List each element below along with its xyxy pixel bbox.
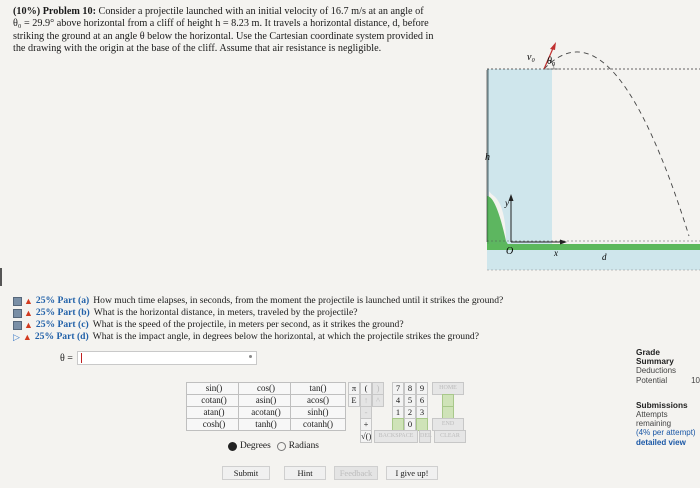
key-sqrt[interactable]: √() (361, 431, 372, 441)
angle-mode (228, 441, 319, 451)
part-c-text: What is the speed of the projectile, in meters per second, as it strikes the ground? (92, 319, 404, 330)
text-caret (81, 353, 82, 363)
projectile-diagram (484, 36, 700, 274)
parts-list (13, 295, 613, 343)
key-home[interactable]: HOME (432, 382, 464, 395)
problem-line-2: θ₀ = 29.9° above horizontal from a cliff of height h = 8.23 m. It travels a horizontal distance, d, before (13, 18, 429, 30)
key-end[interactable]: END (432, 418, 464, 431)
problem-line-1: Consider a projectile launched with an initial velocity of 16.7 m/s at an angle of (98, 6, 424, 17)
fn-asin[interactable]: asin() (238, 394, 294, 407)
document-icon (13, 309, 22, 318)
key-6[interactable]: 6 (416, 394, 428, 407)
warning-icon: ▲ (24, 296, 33, 306)
problem-line-4: the drawing with the origin at the base of the cliff. Assume that air resistance is negligible. (13, 42, 382, 54)
fn-cos[interactable]: cos() (238, 382, 294, 395)
fn-cotanh[interactable]: cotanh() (290, 418, 346, 431)
v0-label: v₀ (527, 52, 535, 63)
radians-label: Radians (288, 441, 319, 451)
part-d[interactable] (13, 331, 613, 343)
part-b-label: Part (b) (57, 307, 90, 318)
submissions-title: Submissions (636, 399, 688, 410)
answer-input[interactable] (77, 351, 257, 365)
key-backspace[interactable]: BACKSPACE (374, 430, 418, 443)
key-caret[interactable]: ^ (372, 394, 384, 407)
deductions-label: Deductions (636, 366, 677, 376)
part-c-label: Part (c) (57, 319, 89, 330)
key-2[interactable]: 2 (404, 406, 416, 419)
theta0-label: θ₀ (547, 56, 556, 67)
key-clear[interactable]: CLEAR (434, 430, 466, 443)
part-b-text: What is the horizontal distance, in meters, traveled by the projectile? (93, 307, 358, 318)
h-label: h (485, 152, 490, 163)
part-c[interactable] (13, 319, 613, 331)
key-e[interactable]: E (348, 394, 360, 407)
part-d-pct: 25% (34, 331, 55, 342)
calculator (186, 382, 474, 457)
detailed-view-link[interactable]: detailed view (636, 437, 686, 447)
fn-cosh[interactable]: cosh() (186, 418, 242, 431)
key-close-paren[interactable]: ) (372, 382, 384, 395)
problem-line-3: striking the ground at an angle θ below the horizontal. Use the Cartesian coordinate system provided in (13, 30, 434, 42)
status-dot (249, 355, 252, 358)
d-label: d (602, 252, 607, 262)
key-3[interactable]: 3 (416, 406, 428, 419)
key-9[interactable]: 9 (416, 382, 428, 395)
grade-summary (636, 348, 700, 447)
key-7[interactable]: 7 (392, 382, 404, 395)
part-d-label: Part (d) (56, 331, 89, 342)
x-label: x (554, 248, 558, 258)
problem-statement (13, 6, 473, 55)
part-c-pct: 25% (35, 319, 56, 330)
per-attempt: (4% per attempt) (636, 428, 696, 438)
warning-icon: ▲ (24, 308, 33, 318)
ground (487, 244, 700, 250)
fn-sinh[interactable]: sinh() (290, 406, 346, 419)
fn-acotan[interactable]: acotan() (238, 406, 294, 419)
part-a-pct: 25% (35, 295, 56, 306)
fn-atan[interactable]: atan() (186, 406, 242, 419)
potential-value: 10 (691, 375, 700, 385)
feedback-button[interactable]: Feedback (334, 466, 378, 480)
radians-radio[interactable] (277, 442, 286, 451)
origin-label: O (506, 246, 514, 257)
warning-icon: ▲ (22, 332, 32, 342)
hint-button[interactable]: Hint (284, 466, 326, 480)
y-label: y (505, 198, 509, 208)
part-b[interactable] (13, 307, 613, 319)
answer-row (60, 351, 257, 365)
part-a-text: How much time elapses, in seconds, from the moment the projectile is launched until it strikes the ground? (93, 295, 504, 306)
window-edge (0, 268, 2, 286)
part-b-pct: 25% (35, 307, 56, 318)
part-d-text: What is the impact angle, in degrees below the horizontal, at which the projectile strikes the ground? (92, 331, 479, 342)
submit-button[interactable]: Submit (222, 466, 270, 480)
key-pi[interactable]: π (348, 382, 360, 395)
key-minus[interactable]: - (360, 406, 372, 419)
document-icon (13, 297, 22, 306)
key-open-paren[interactable]: ( (360, 382, 372, 395)
fn-tan[interactable]: tan() (290, 382, 346, 395)
key-plus[interactable]: + (360, 418, 372, 431)
potential-label: Potential (636, 375, 668, 385)
part-a-label: Part (a) (57, 295, 90, 306)
document-icon (13, 321, 22, 330)
play-icon: ▷ (13, 332, 20, 342)
attempts-remaining: Attempts remaining (636, 410, 672, 429)
key-1[interactable]: 1 (392, 406, 404, 419)
degrees-label: Degrees (240, 441, 271, 451)
part-a[interactable] (13, 295, 613, 307)
key-del[interactable]: DEL (419, 430, 431, 443)
degrees-radio[interactable] (228, 442, 237, 451)
answer-variable: θ = (60, 352, 73, 364)
problem-label: (10%) Problem 10: (13, 6, 96, 17)
key-5[interactable]: 5 (404, 394, 416, 407)
key-8[interactable]: 8 (404, 382, 416, 395)
fn-tanh[interactable]: tanh() (238, 418, 294, 431)
key-4[interactable]: 4 (392, 394, 404, 407)
trajectory (544, 52, 689, 236)
key-up[interactable]: ↑ (360, 394, 372, 407)
grade-summary-title: Grade Summary (636, 347, 674, 367)
give-up-button[interactable]: I give up! (386, 466, 438, 480)
fn-acos[interactable]: acos() (290, 394, 346, 407)
warning-icon: ▲ (24, 320, 33, 330)
fn-sin[interactable]: sin() (186, 382, 242, 395)
key-0[interactable]: 0 (404, 418, 416, 431)
fn-cotan[interactable]: cotan() (186, 394, 242, 407)
